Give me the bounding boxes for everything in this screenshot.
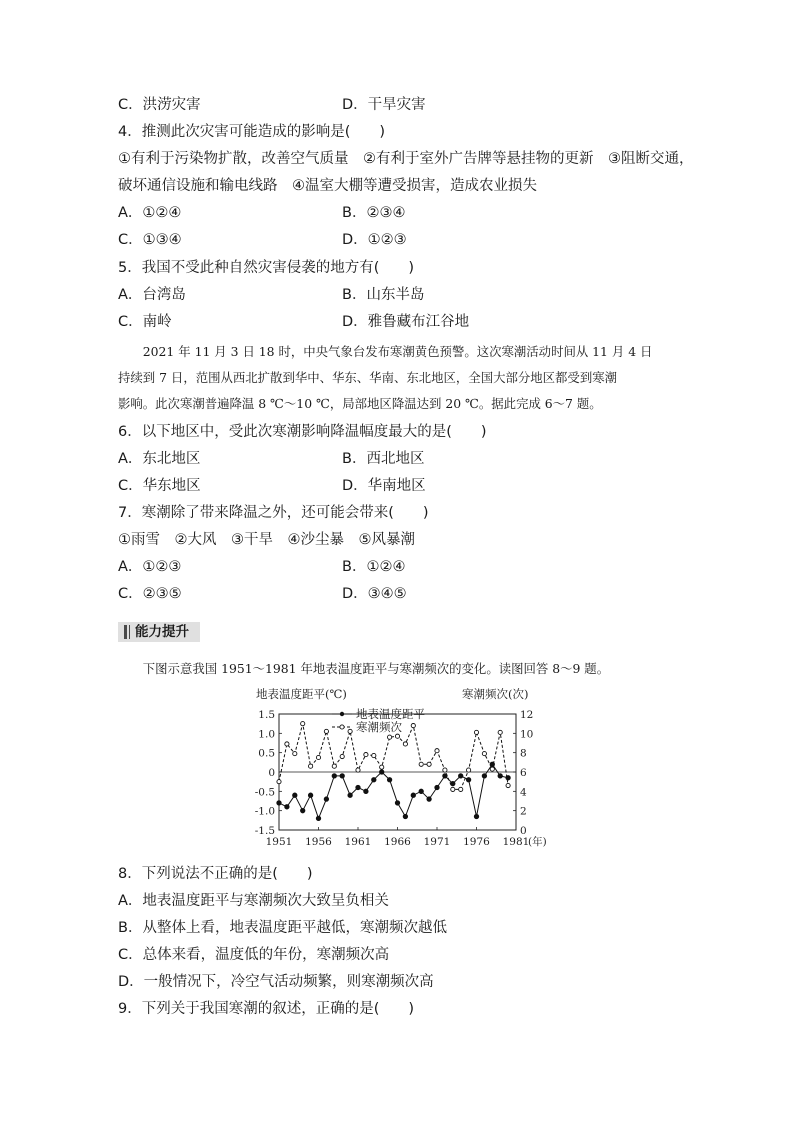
coldwave-point xyxy=(506,783,510,787)
legend-coldwave-label: 寒潮频次 xyxy=(356,720,402,734)
x-tick-label: 1981 xyxy=(502,836,530,848)
coldwave-point xyxy=(459,787,463,791)
coldwave-point xyxy=(301,722,305,726)
temperature-point xyxy=(403,814,407,818)
temperature-point xyxy=(308,793,312,797)
legend-temperature-label: 地表温度距平 xyxy=(356,707,425,721)
x-tick-label: 1961 xyxy=(344,836,372,848)
q9-stem: 9．下列关于我国寒潮的叙述，正确的是( ) xyxy=(118,1001,415,1017)
left-axis-title: 地表温度距平(℃) xyxy=(256,687,347,701)
coldwave-point xyxy=(467,768,471,772)
right-tick-label: 10 xyxy=(520,728,534,741)
q4-option-c: C．①③④ xyxy=(118,232,182,248)
temperature-point xyxy=(356,785,360,789)
section-title: 能力提升 xyxy=(135,624,189,640)
left-tick-label: -0.5 xyxy=(254,786,275,799)
passage-line: 下图示意我国 1951～1981 年地表温度距平与寒潮频次的变化。读图回答 8～9 题。 xyxy=(118,661,610,676)
right-tick-label: 4 xyxy=(520,786,527,799)
q4-option-b: B．②③④ xyxy=(342,205,406,221)
right-tick-label: 0 xyxy=(520,825,527,837)
temperature-point xyxy=(474,814,478,818)
temperature-point xyxy=(324,797,328,801)
section-heading xyxy=(118,622,200,642)
q8-option-b: B．从整体上看，地表温度距平越低，寒潮频次越低 xyxy=(118,920,447,936)
temperature-point xyxy=(459,774,463,778)
section-bar-decoration xyxy=(129,625,130,639)
q6-stem: 6．以下地区中，受此次寒潮影响降温幅度最大的是( ) xyxy=(118,424,487,440)
coldwave-point xyxy=(324,729,328,733)
coldwave-point xyxy=(388,735,392,739)
coldwave-point xyxy=(451,787,455,791)
left-tick-label: 0 xyxy=(268,767,275,779)
left-tick-label: 0.5 xyxy=(258,747,275,760)
coldwave-point xyxy=(277,780,281,784)
q5-option-a: A．台湾岛 xyxy=(118,287,186,303)
q4-statements-line2: 破坏通信设施和输电线路 ④温室大棚等遭受损害，造成农业损失 xyxy=(118,178,537,194)
q4-stem: 4．推测此次灾害可能造成的影响是( ) xyxy=(118,124,386,140)
left-tick-label: 1.5 xyxy=(258,709,275,721)
right-tick-label: 2 xyxy=(520,805,527,818)
q7-option-a: A．①②③ xyxy=(118,559,182,575)
temperature-point xyxy=(293,793,297,797)
temperature-point xyxy=(380,770,384,774)
temperature-point xyxy=(348,793,352,797)
coldwave-point xyxy=(293,752,297,756)
left-tick-label: -1.0 xyxy=(254,805,275,818)
q8-option-a: A．地表温度距平与寒潮频次大致呈负相关 xyxy=(118,893,389,909)
coldwave-point xyxy=(372,753,376,757)
coldwave-point xyxy=(411,724,415,728)
temperature-point xyxy=(364,789,368,793)
q6-option-d: D．华南地区 xyxy=(342,478,426,494)
coldwave-point xyxy=(348,729,352,733)
q8-stem: 8．下列说法不正确的是( ) xyxy=(118,866,313,882)
q6-option-b: B．西北地区 xyxy=(342,451,425,467)
temperature-point xyxy=(332,774,336,778)
q8-option-c: C．总体来看，温度低的年份，寒潮频次高 xyxy=(118,947,390,963)
x-tick-label: 1976 xyxy=(463,836,490,848)
temperature-point xyxy=(419,789,423,793)
temperature-point xyxy=(372,778,376,782)
q4-option-d: D．①②③ xyxy=(342,232,407,248)
temperature-point xyxy=(427,797,431,801)
q5-option-d: D．雅鲁藏布江谷地 xyxy=(342,314,470,330)
coldwave-point xyxy=(435,749,439,753)
q5-option-c: C．南岭 xyxy=(118,314,172,330)
left-tick-label: -1.5 xyxy=(254,825,275,837)
section-bar-decoration xyxy=(124,625,127,639)
temperature-point xyxy=(277,801,281,805)
q4-option-a: A．①②④ xyxy=(118,205,182,221)
right-axis-title: 寒潮频次(次) xyxy=(462,687,529,701)
x-tick-label: 1951 xyxy=(265,836,293,848)
q4-statements-line1: ①有利于污染物扩散，改善空气质量 ②有利于室外广告牌等悬挂物的更新 ③阻断交通， xyxy=(118,151,694,167)
coldwave-point xyxy=(395,734,399,738)
temperature-point xyxy=(435,785,439,789)
q3-option-d: D．干旱灾害 xyxy=(342,97,426,113)
coldwave-point xyxy=(443,768,447,772)
temperature-coldwave-chart xyxy=(240,684,560,854)
temperature-line xyxy=(279,764,508,818)
q5-option-b: B．山东半岛 xyxy=(342,287,425,303)
q7-option-d: D．③④⑤ xyxy=(342,586,407,602)
x-tick-label: 1971 xyxy=(423,836,451,848)
temperature-point xyxy=(387,778,391,782)
coldwave-point xyxy=(498,730,502,734)
coldwave-point xyxy=(419,762,423,766)
coldwave-point xyxy=(340,754,344,758)
coldwave-point xyxy=(309,764,313,768)
q6-option-c: C．华东地区 xyxy=(118,478,201,494)
passage-line: 持续到 7 日，范围从西北扩散到华中、华东、华南、东北地区，全国大部分地区都受到寒潮 xyxy=(118,370,617,385)
temperature-point xyxy=(285,805,289,809)
temperature-point xyxy=(411,793,415,797)
left-tick-label: 1.0 xyxy=(258,728,275,741)
q7-option-b: B．①②④ xyxy=(342,559,406,575)
q7-option-c: C．②③⑤ xyxy=(118,586,182,602)
temperature-point xyxy=(451,781,455,785)
q6-option-a: A．东北地区 xyxy=(118,451,201,467)
temperature-point xyxy=(301,808,305,812)
coldwave-point xyxy=(316,755,320,759)
right-tick-label: 12 xyxy=(520,709,534,721)
x-unit-label: (年) xyxy=(528,836,547,848)
temperature-point xyxy=(316,816,320,820)
temperature-point xyxy=(498,774,502,778)
q7-statements: ①雨雪 ②大风 ③干旱 ④沙尘暴 ⑤风暴潮 xyxy=(118,532,415,548)
coldwave-point xyxy=(474,730,478,734)
right-tick-label: 8 xyxy=(520,747,527,760)
x-tick-label: 1956 xyxy=(305,836,332,848)
coldwave-point xyxy=(380,765,384,769)
coldwave-point xyxy=(403,742,407,746)
passage-line: 影响。此次寒潮普遍降温 8 ℃～10 ℃，局部地区降温达到 20 ℃。据此完成 6～7 题。 xyxy=(118,396,602,411)
temperature-point xyxy=(482,774,486,778)
temperature-point xyxy=(466,778,470,782)
q7-stem: 7．寒潮除了带来降温之外，还可能会带来( ) xyxy=(118,505,429,521)
legend-temperature-marker xyxy=(340,712,344,716)
passage-line: 2021 年 11 月 3 日 18 时，中央气象台发布寒潮黄色预警。这次寒潮活动时间从 11 月 4 日 xyxy=(118,344,653,359)
temperature-point xyxy=(340,774,344,778)
coldwave-point xyxy=(285,742,289,746)
coldwave-point xyxy=(427,762,431,766)
q5-stem: 5．我国不受此种自然灾害侵袭的地方有( ) xyxy=(118,260,415,276)
legend-coldwave-marker xyxy=(340,725,344,729)
x-tick-label: 1966 xyxy=(384,836,411,848)
coldwave-point xyxy=(356,768,360,772)
temperature-point xyxy=(395,801,399,805)
q3-option-c: C．洪涝灾害 xyxy=(118,97,201,113)
coldwave-point xyxy=(364,753,368,757)
coldwave-point xyxy=(332,764,336,768)
right-tick-label: 6 xyxy=(520,767,527,779)
q8-option-d: D．一般情况下，冷空气活动频繁，则寒潮频次高 xyxy=(118,974,434,990)
coldwave-point xyxy=(490,767,494,771)
coldwave-point xyxy=(482,752,486,756)
